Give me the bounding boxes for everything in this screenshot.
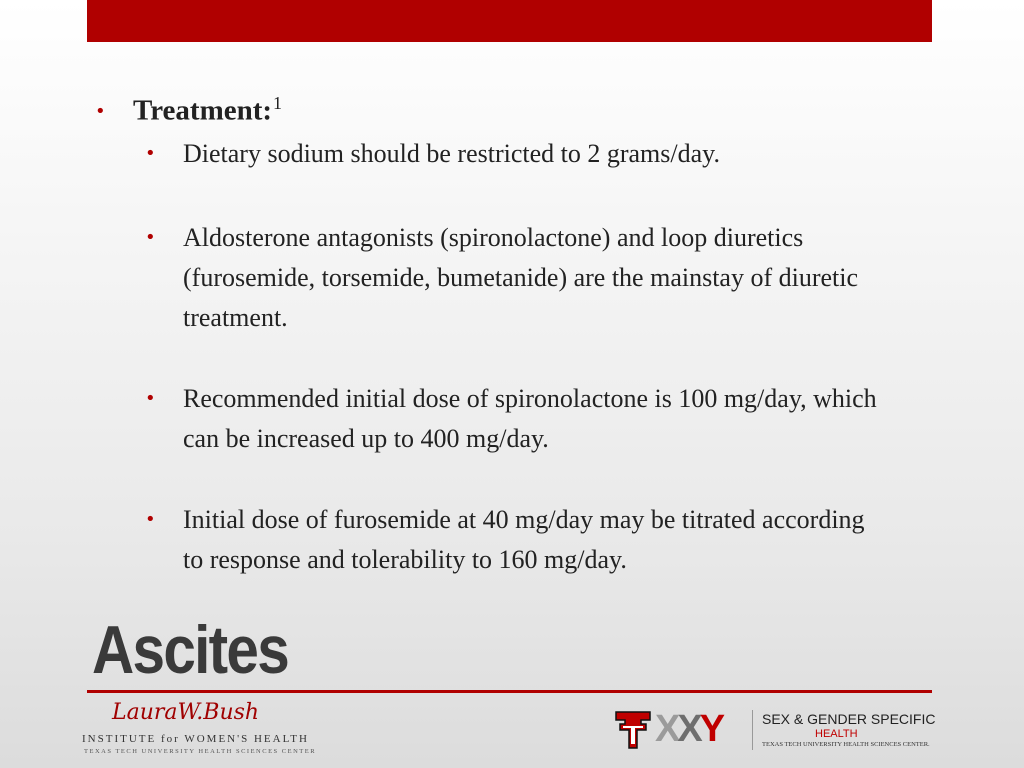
bullet-icon: • [145,226,156,248]
logo-university-name: TEXAS TECH UNIVERSITY HEALTH SCIENCES CENTER [84,748,317,755]
footer-divider [87,690,932,693]
bullet-icon: • [145,508,156,530]
xxy-wordmark: XXY [655,708,723,750]
list-item [145,500,945,580]
slide-body [95,84,945,580]
sex-gender-specific-health-logo [615,706,945,758]
list-item [145,134,945,177]
logo-program-name: SEX & GENDER SPECIFIC [762,711,936,727]
logo-separator [752,710,753,750]
bullet-icon: • [95,100,106,122]
bullet-text: Dietary sodium should be restricted to 2 grams/day. [183,138,720,168]
bullet-icon: • [145,387,156,409]
logo-institute-name: INSTITUTE for WOMEN'S HEALTH [82,733,309,745]
list-item [145,218,945,338]
double-t-icon [615,710,651,750]
bullet-icon: • [145,142,156,164]
bullet-text: Aldosterone antagonists (spironolactone) and loop diuretics (furosemide, torsemide, bumetanide) are the mainstay of diuretic treatment. [183,222,859,332]
logo-university-name: TEXAS TECH UNIVERSITY HEALTH SCIENCES CENTER. [762,741,930,748]
reference-marker: 1 [273,93,283,113]
bullet-text: Initial dose of furosemide at 40 mg/day may be titrated according to response and tolerability to 160 mg/day. [183,504,865,574]
bullet-text: Recommended initial dose of spironolactone is 100 mg/day, which can be increased up to 400 mg/day. [183,383,877,453]
logo-health-label: HEALTH [815,728,858,740]
laura-w-bush-institute-logo [82,700,342,760]
bullet-heading [95,84,945,134]
section-heading: Treatment: [133,94,273,127]
logo-signature: LauraW.Bush [112,700,260,725]
header-accent-bar [87,0,932,42]
list-item [145,379,945,459]
slide-title: Ascites [92,612,289,688]
